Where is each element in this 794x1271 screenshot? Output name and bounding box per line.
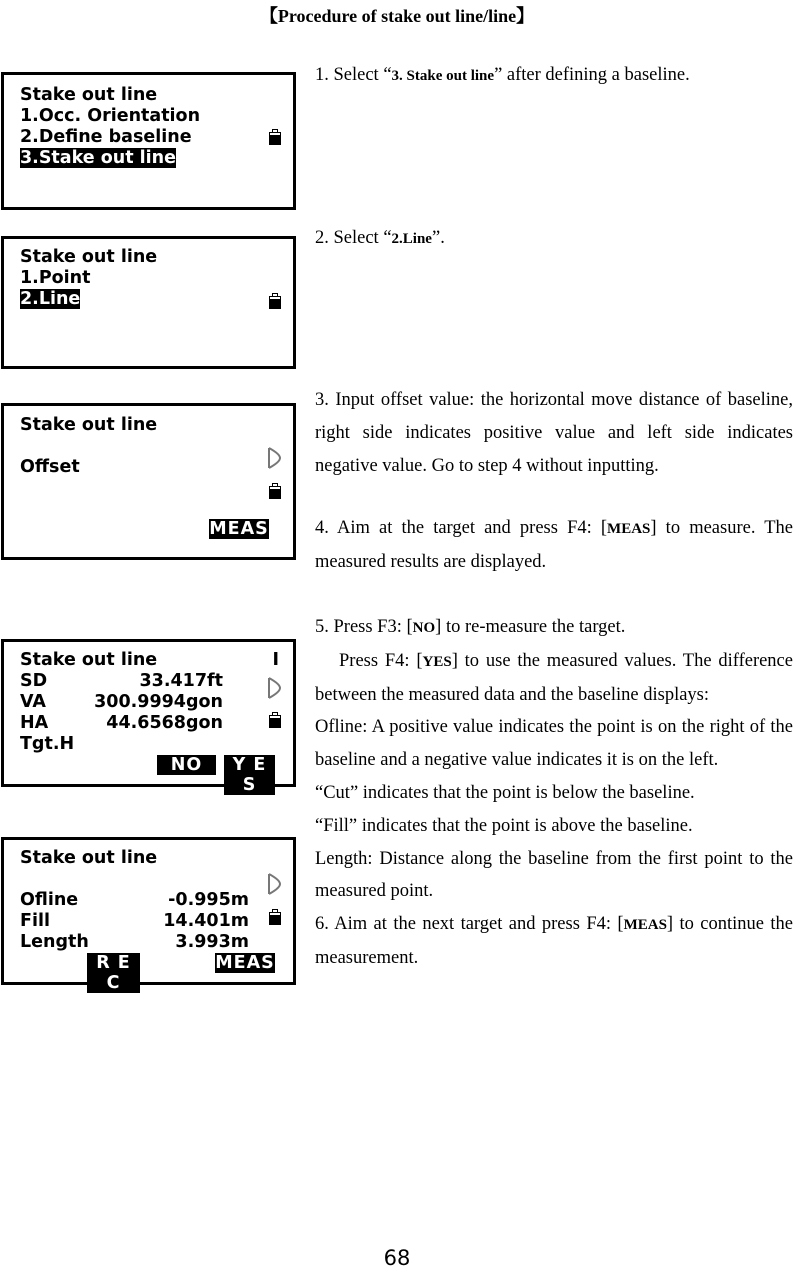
step-1: 1. Select “3. Stake out line” after defining a baseline. — [315, 65, 690, 85]
screen-title: Stake out line — [20, 650, 158, 670]
fill-note: “Fill” indicates that the point is above the baseline. — [315, 815, 693, 836]
ha-label: HA — [20, 713, 49, 733]
battery-icon — [269, 129, 281, 145]
section-title: 【Procedure of stake out line/line】 — [259, 6, 535, 26]
sd-value: 33.417ft — [139, 671, 223, 691]
prism-icon — [266, 872, 282, 896]
battery-icon — [269, 293, 281, 309]
screen-title: Stake out line — [20, 848, 158, 868]
cut-note: “Cut” indicates that the point is below the baseline. — [315, 782, 695, 803]
prism-icon — [266, 446, 282, 470]
screen-title: Stake out line — [20, 247, 158, 267]
offset-field-label[interactable]: Offset — [20, 457, 80, 477]
fill-label: Fill — [20, 911, 50, 931]
length-value: 3.993m — [175, 932, 249, 952]
battery-icon — [269, 909, 281, 925]
screen-title: Stake out line — [20, 85, 158, 105]
rec-softkey[interactable]: R E C — [87, 953, 140, 993]
yes-softkey[interactable]: Y E S — [224, 755, 275, 795]
va-value: 300.9994gon — [94, 692, 223, 712]
battery-icon — [269, 712, 281, 728]
va-label: VA — [20, 692, 46, 712]
screen-offset — [1, 403, 296, 560]
screen-title: Stake out line — [20, 415, 158, 435]
screen-measured-results — [1, 639, 296, 795]
battery-icon — [269, 483, 281, 499]
step-5: 5. Press F3: [NO] to re-measure the target. Press F4: [YES] to use the measured values. The difference between the measured data and the baseline displays: Ofline: A positive value indicates the point is on the right of the baseline and a negative value indicates it is on the left. “Cut” indicates that the point is below the baseline. “Fill” indicates that the point is above the baseline. Length: Distance along the baseline from the first point to the measured point. 6. Aim at the next target and press F4: [MEAS] to continue the measurement. — [315, 611, 793, 975]
screen-stake-out-menu — [1, 72, 296, 210]
menu-item-point[interactable]: 1.Point — [20, 268, 91, 288]
meas-softkey[interactable]: MEAS — [209, 519, 269, 539]
mode-indicator: I — [272, 650, 279, 670]
step-3: 3. Input offset value: the horizontal move distance of baseline, right side indicates positive value and left side indicates negative value. Go to step 4 without inputting. — [315, 390, 793, 476]
ofline-label: Ofline — [20, 890, 79, 910]
meas-softkey[interactable]: MEAS — [215, 953, 275, 973]
step-6: 6. Aim at the next target and press F4: [MEAS] to continue the measurement. — [315, 914, 793, 968]
tgt-h-label: Tgt.H — [20, 734, 75, 754]
length-label: Length — [20, 932, 89, 952]
length-note: Length: Distance along the baseline from the first point to the measured point. — [315, 848, 793, 902]
sd-label: SD — [20, 671, 48, 691]
step-4: 4. Aim at the target and press F4: [MEAS] to measure. The measured results are displayed. — [315, 518, 793, 572]
screen-stake-out-line-type — [1, 236, 296, 369]
ofline-note: Ofline: A positive value indicates the point is on the right of the baseline and a negative value indicates it is on the left. — [315, 717, 793, 771]
prism-icon — [266, 676, 282, 700]
step-2: 2. Select “2.Line”. — [315, 228, 445, 248]
no-softkey[interactable]: NO — [157, 755, 216, 775]
ha-value: 44.6568gon — [106, 713, 223, 733]
menu-item-occ-orientation[interactable]: 1.Occ. Orientation — [20, 106, 201, 126]
ofline-value: -0.995m — [168, 890, 249, 910]
fill-value: 14.401m — [163, 911, 249, 931]
screen-stake-out-results — [1, 837, 296, 993]
menu-item-line[interactable]: 2.Line — [20, 289, 81, 309]
page-number: 68 — [383, 1246, 411, 1270]
menu-item-stake-out-line[interactable]: 3.Stake out line — [20, 148, 176, 168]
menu-item-define-baseline[interactable]: 2.Define baseline — [20, 127, 192, 147]
